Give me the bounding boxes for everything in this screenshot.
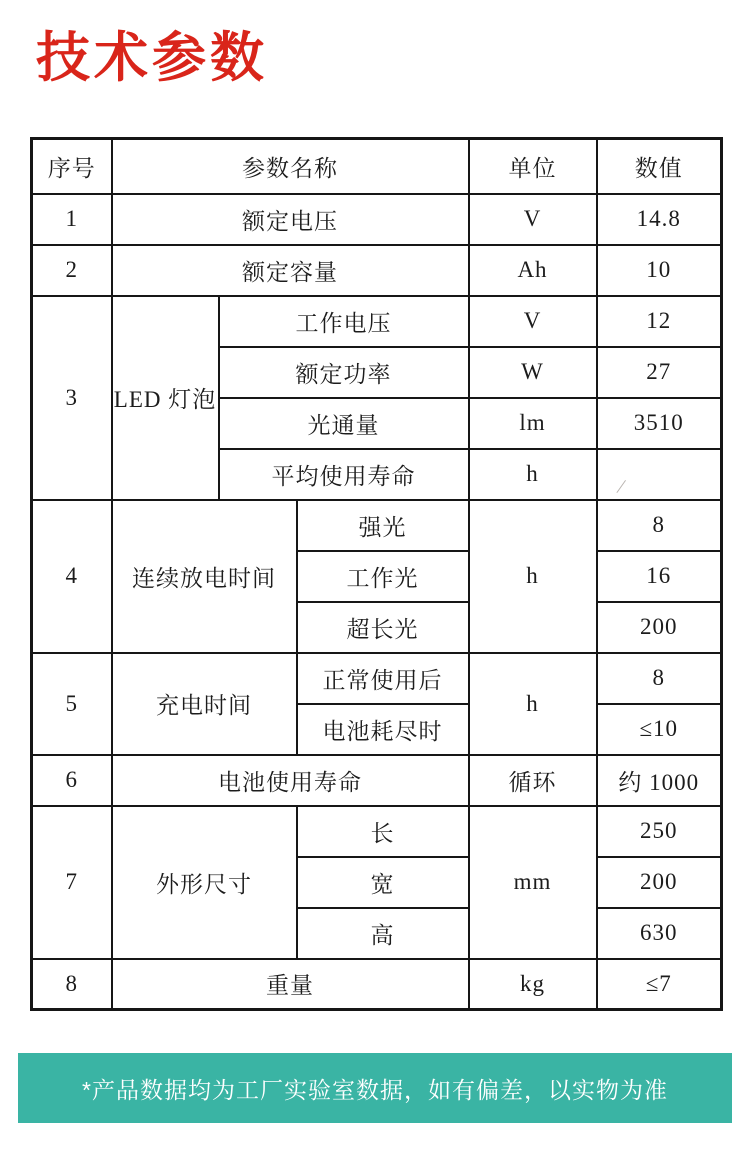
cell-unit: 循环 [469, 755, 597, 806]
table-header-row [32, 139, 722, 194]
cell-value: 12 [597, 296, 722, 347]
cell-value: 630 [597, 908, 722, 959]
cell-value: 10 [597, 245, 722, 296]
cell-value: 14.8 [597, 194, 722, 245]
table-row [32, 959, 722, 1010]
cell-param: 电池耗尽时 [297, 704, 469, 755]
cell-param: 强光 [297, 500, 469, 551]
cell-value: 200 [597, 857, 722, 908]
cell-param: 宽 [297, 857, 469, 908]
header-param: 参数名称 [112, 139, 469, 194]
faint-slash-mark: / [616, 475, 626, 498]
cell-param: 额定功率 [219, 347, 469, 398]
cell-value: ≤7 [597, 959, 722, 1010]
cell-no: 7 [32, 806, 112, 959]
cell-param: 平均使用寿命 [219, 449, 469, 500]
cell-value: 3510 [597, 398, 722, 449]
cell-value: 250 [597, 806, 722, 857]
cell-param: 高 [297, 908, 469, 959]
cell-value: 27 [597, 347, 722, 398]
cell-value: 8 [597, 653, 722, 704]
cell-value: 8 [597, 500, 722, 551]
table-row [32, 806, 722, 857]
cell-param: 超长光 [297, 602, 469, 653]
cell-value: 200 [597, 602, 722, 653]
cell-unit: V [469, 194, 597, 245]
cell-no: 1 [32, 194, 112, 245]
table-row [32, 500, 722, 551]
cell-param: 工作光 [297, 551, 469, 602]
cell-value: ≤10 [597, 704, 722, 755]
spec-table [30, 137, 723, 1011]
cell-no: 2 [32, 245, 112, 296]
table-row [32, 296, 722, 347]
cell-no: 4 [32, 500, 112, 653]
header-no: 序号 [32, 139, 112, 194]
page-title: 技术参数 [36, 28, 268, 88]
cell-no: 6 [32, 755, 112, 806]
cell-param: 正常使用后 [297, 653, 469, 704]
cell-param: 工作电压 [219, 296, 469, 347]
cell-unit: h [469, 500, 597, 653]
cell-value-empty [597, 449, 722, 500]
cell-unit: kg [469, 959, 597, 1010]
cell-group: 充电时间 [112, 653, 297, 755]
cell-group: 连续放电时间 [112, 500, 297, 653]
cell-param: 光通量 [219, 398, 469, 449]
header-value: 数值 [597, 139, 722, 194]
cell-value: 16 [597, 551, 722, 602]
cell-param: 长 [297, 806, 469, 857]
cell-no: 3 [32, 296, 112, 500]
table-row [32, 653, 722, 704]
cell-no: 5 [32, 653, 112, 755]
cell-no: 8 [32, 959, 112, 1010]
header-unit: 单位 [469, 139, 597, 194]
cell-param: 额定容量 [112, 245, 469, 296]
footer-note-banner [18, 1053, 732, 1123]
cell-unit: Ah [469, 245, 597, 296]
cell-param: 额定电压 [112, 194, 469, 245]
table-row [32, 245, 722, 296]
footer-note-text: *产品数据均为工厂实验室数据，如有偏差，以实物为准 [82, 1076, 668, 1103]
table-row [32, 755, 722, 806]
cell-group: 外形尺寸 [112, 806, 297, 959]
cell-param: 电池使用寿命 [112, 755, 469, 806]
cell-group: LED 灯泡 [112, 296, 219, 500]
table-row [32, 194, 722, 245]
cell-unit: lm [469, 398, 597, 449]
cell-unit: W [469, 347, 597, 398]
cell-param: 重量 [112, 959, 469, 1010]
cell-value: 约 1000 [597, 755, 722, 806]
cell-unit: V [469, 296, 597, 347]
cell-unit: mm [469, 806, 597, 959]
cell-unit: h [469, 653, 597, 755]
cell-unit: h [469, 449, 597, 500]
